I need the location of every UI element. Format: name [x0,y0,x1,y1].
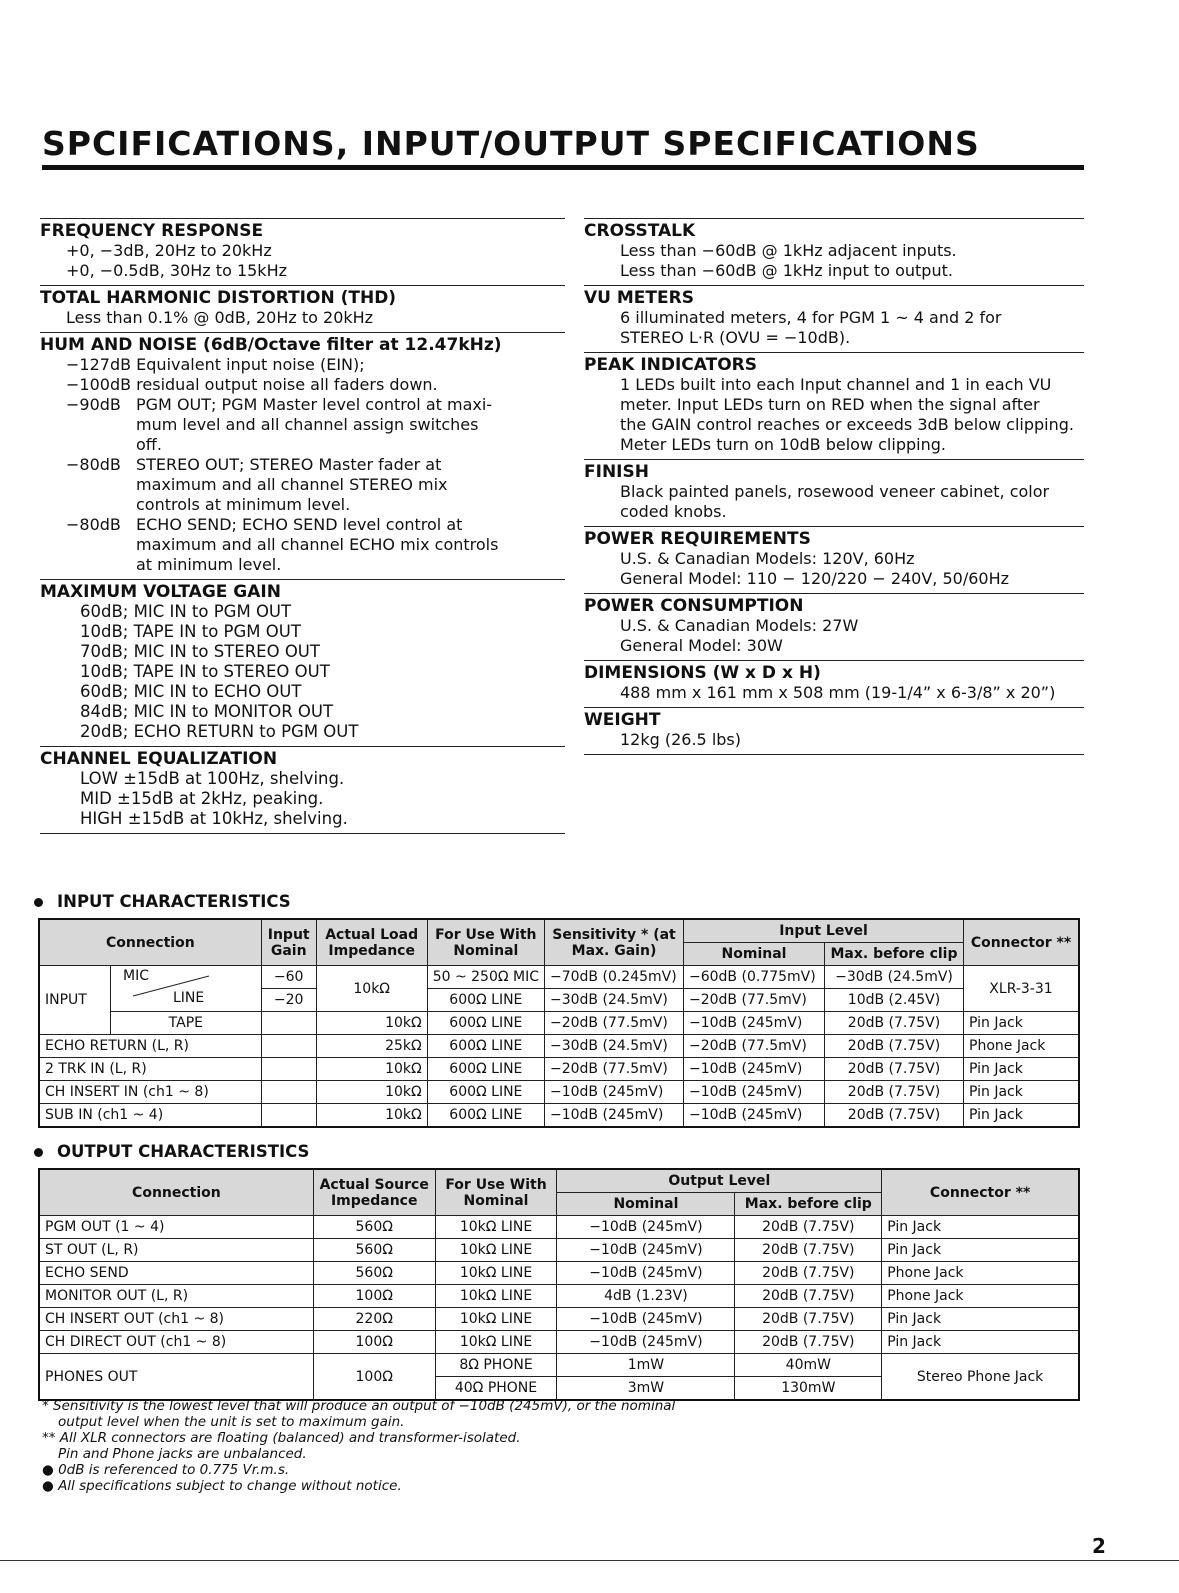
spec-channel-eq [40,746,565,834]
cell: 600Ω LINE [427,1081,544,1104]
cell: −30dB (24.5mV) [545,989,684,1012]
spec-heading: FREQUENCY RESPONSE [40,221,264,241]
spec-line: 60dB; MIC IN to ECHO OUT [80,682,302,701]
cell: 3mW [557,1377,735,1401]
mic-line-cell [111,966,262,1012]
section-title: INPUT CHARACTERISTICS [57,892,291,911]
spec-line: U.S. & Canadian Models: 120V, 60Hz [620,549,915,568]
spec-vu-meters [584,285,1084,352]
cell: 10kΩ LINE [435,1308,557,1331]
cell: 20dB (7.75V) [825,1035,964,1058]
spec-line: Black painted panels, rosewood veneer cabinet, color [620,482,1050,501]
cell: 20dB (7.75V) [735,1216,882,1239]
spec-line: 488 mm x 161 mm x 508 mm (19-1/4” x 6-3/8” x 20”) [620,683,1056,702]
spec-line: 70dB; MIC IN to STEREO OUT [80,642,320,661]
output-characteristics-heading [34,1142,309,1162]
spec-heading: VU METERS [584,288,694,308]
input-group-label: INPUT [39,966,111,1035]
cell: 100Ω [313,1354,435,1401]
col-header-connector: Connector ** [882,1169,1079,1216]
spec-crosstalk [584,218,1084,285]
cell: −10dB (245mV) [557,1262,735,1285]
cell: 8Ω PHONE [435,1354,557,1377]
col-header-connection: Connection [39,1169,313,1216]
table-row [39,1058,1079,1081]
cell: CH INSERT OUT (ch1 ~ 8) [39,1308,313,1331]
diagonal-divider-icon [131,974,211,998]
cell: −10dB (245mV) [684,1081,825,1104]
spec-heading: CHANNEL EQUALIZATION [40,749,278,769]
spec-heading: DIMENSIONS (W x D x H) [584,663,821,683]
spec-line: 84dB; MIC IN to MONITOR OUT [80,702,334,721]
cell: −60 [261,966,316,989]
cell: −10dB (245mV) [557,1308,735,1331]
bottom-rule [0,1560,1179,1561]
cell: 600Ω LINE [427,1104,544,1128]
spec-line: LOW ±15dB at 100Hz, shelving. [80,769,345,788]
col-header-for-use-with: For Use With Nominal [427,919,544,966]
spec-hum-noise [40,332,565,579]
cell: 4dB (1.23V) [557,1285,735,1308]
cell [261,1035,316,1058]
col-header-output-level: Output Level [557,1169,882,1193]
cell: −30dB (24.5mV) [545,1035,684,1058]
cell: −10dB (245mV) [557,1239,735,1262]
cell: −20dB (77.5mV) [684,989,825,1012]
cell: CH INSERT IN (ch1 ~ 8) [39,1081,261,1104]
spec-line: Less than 0.1% @ 0dB, 20Hz to 20kHz [66,308,374,327]
page-title: SPCIFICATIONS, INPUT/OUTPUT SPECIFICATIONS [42,124,1084,170]
noise-desc: STEREO OUT; STEREO Master fader at maximum and all channel STEREO mix controls at minimum level. [136,455,448,514]
cell: 560Ω [313,1262,435,1285]
cell: 20dB (7.75V) [825,1012,964,1035]
table-row [39,1216,1079,1239]
col-header-connector: Connector ** [964,919,1080,966]
cell: 40mW [735,1354,882,1377]
cell: 130mW [735,1377,882,1401]
table-row [39,1262,1079,1285]
table-row [39,1104,1079,1128]
cell: −10dB (245mV) [684,1058,825,1081]
spec-line: 1 LEDs built into each Input channel and 1 in each VU [620,375,1052,394]
cell: 220Ω [313,1308,435,1331]
footnote: output level when the unit is set to maximum gain. [58,1414,405,1430]
cell: 100Ω [313,1285,435,1308]
spec-heading: POWER REQUIREMENTS [584,529,811,549]
cell: 10kΩ LINE [435,1285,557,1308]
footnotes [42,1398,675,1494]
cell: −10dB (245mV) [557,1216,735,1239]
table-row [39,1331,1079,1354]
spec-line: meter. Input LEDs turn on RED when the signal after [620,395,1040,414]
spec-peak-indicators [584,352,1084,459]
spec-heading: TOTAL HARMONIC DISTORTION (THD) [40,288,397,308]
cell: 20dB (7.75V) [735,1308,882,1331]
noise-level: −80dB [66,515,121,534]
cell: −10dB (245mV) [557,1331,735,1354]
cell: Phone Jack [882,1262,1079,1285]
footnote: * Sensitivity is the lowest level that will produce an output of −10dB (245mV), or the nominal [42,1398,676,1414]
spec-finish [584,459,1084,526]
spec-power-consumption [584,593,1084,660]
cell: Pin Jack [964,1012,1080,1035]
bullet-icon [34,1148,43,1157]
cell: −20dB (77.5mV) [684,1035,825,1058]
spec-frequency-response [40,218,565,285]
table-row [39,1035,1079,1058]
cell: 40Ω PHONE [435,1377,557,1401]
col-header-load-impedance: Actual Load Impedance [316,919,427,966]
footnote: ● 0dB is referenced to 0.775 Vr.m.s. [42,1462,290,1478]
cell: 10kΩ [316,1081,427,1104]
input-characteristics-table [38,918,1080,1128]
cell: ST OUT (L, R) [39,1239,313,1262]
cell: SUB IN (ch1 ~ 4) [39,1104,261,1128]
spec-line: 12kg (26.5 lbs) [620,730,741,749]
output-characteristics-table [38,1168,1080,1401]
cell: −10dB (245mV) [684,1104,825,1128]
spec-dimensions [584,660,1084,707]
cell: 10kΩ [316,1058,427,1081]
cell: Phone Jack [964,1035,1080,1058]
table-row [39,1012,1079,1035]
spec-line: 10dB; TAPE IN to PGM OUT [80,622,301,641]
cell: 10kΩ [316,966,427,1012]
cell: −70dB (0.245mV) [545,966,684,989]
noise-desc: PGM OUT; PGM Master level control at maxi-mum level and all channel assign switches off. [136,395,493,454]
col-header-nominal: Nominal [557,1193,735,1216]
cell: 560Ω [313,1216,435,1239]
cell: 10kΩ LINE [435,1239,557,1262]
spec-line: U.S. & Canadian Models: 27W [620,616,859,635]
spec-line: HIGH ±15dB at 10kHz, shelving. [80,809,348,828]
cell [261,1081,316,1104]
col-header-nominal: Nominal [684,943,825,966]
cell: Pin Jack [964,1104,1080,1128]
cell: 20dB (7.75V) [735,1239,882,1262]
bullet-icon [34,898,43,907]
table-row [39,1354,1079,1377]
cell: Pin Jack [882,1331,1079,1354]
cell: XLR-3-31 [964,966,1080,1012]
cell: 600Ω LINE [427,989,544,1012]
input-characteristics-heading [34,892,291,912]
line-label: LINE [173,990,205,1006]
cell: 10kΩ [316,1104,427,1128]
cell: −20 [261,989,316,1012]
cell: 25kΩ [316,1035,427,1058]
cell: 2 TRK IN (L, R) [39,1058,261,1081]
cell: Pin Jack [882,1308,1079,1331]
spec-thd [40,285,565,332]
footnote: Pin and Phone jacks are unbalanced. [58,1446,307,1462]
cell: 1mW [557,1354,735,1377]
cell: 560Ω [313,1239,435,1262]
spec-line: +0, −3dB, 20Hz to 20kHz [66,241,272,260]
cell: 20dB (7.75V) [825,1081,964,1104]
spec-line: +0, −0.5dB, 30Hz to 15kHz [66,261,287,280]
spec-line: 20dB; ECHO RETURN to PGM OUT [80,722,359,741]
spec-heading: MAXIMUM VOLTAGE GAIN [40,582,281,602]
spec-power-requirements [584,526,1084,593]
cell: 10dB (2.45V) [825,989,964,1012]
spec-line: coded knobs. [620,502,727,521]
cell: PHONES OUT [39,1354,313,1401]
cell: 20dB (7.75V) [735,1331,882,1354]
cell: 20dB (7.75V) [735,1262,882,1285]
noise-item [66,395,565,455]
spec-heading: WEIGHT [584,710,661,730]
cell: −20dB (77.5mV) [545,1012,684,1035]
section-title: OUTPUT CHARACTERISTICS [57,1142,310,1161]
spec-line: General Model: 110 − 120/220 − 240V, 50/60Hz [620,569,1010,588]
spec-line: Less than −60dB @ 1kHz adjacent inputs. [620,241,957,260]
col-header-max-before-clip: Max. before clip [825,943,964,966]
cell: Pin Jack [964,1081,1080,1104]
cell: −10dB (245mV) [545,1104,684,1128]
table-row [39,966,1079,989]
spec-heading: POWER CONSUMPTION [584,596,804,616]
cell: PGM OUT (1 ~ 4) [39,1216,313,1239]
spec-heading: CROSSTALK [584,221,696,241]
cell: 50 ~ 250Ω MIC [427,966,544,989]
spec-line: −100dB residual output noise all faders down. [66,375,438,394]
cell: CH DIRECT OUT (ch1 ~ 8) [39,1331,313,1354]
cell [261,1104,316,1128]
cell: ECHO SEND [39,1262,313,1285]
spec-max-voltage-gain [40,579,565,746]
cell: 20dB (7.75V) [735,1285,882,1308]
col-header-for-use-with: For Use With Nominal [435,1169,557,1216]
cell [261,1012,316,1035]
cell: 600Ω LINE [427,1058,544,1081]
cell: −60dB (0.775mV) [684,966,825,989]
spec-line: the GAIN control reaches or exceeds 3dB below clipping. [620,415,1074,434]
spec-line: 6 illuminated meters, 4 for PGM 1 ~ 4 and 2 for [620,308,1002,327]
noise-item [66,455,565,515]
cell: 20dB (7.75V) [825,1058,964,1081]
table-row [39,1239,1079,1262]
spec-heading: FINISH [584,462,649,482]
spec-line: −127dB Equivalent input noise (EIN); [66,355,365,374]
cell: MONITOR OUT (L, R) [39,1285,313,1308]
footnote: ** All XLR connectors are floating (balanced) and transformer-isolated. [42,1430,521,1446]
cell: −10dB (245mV) [545,1081,684,1104]
cell: 10kΩ LINE [435,1216,557,1239]
cell: −20dB (77.5mV) [545,1058,684,1081]
cell: Pin Jack [964,1058,1080,1081]
cell: Pin Jack [882,1239,1079,1262]
cell: 10kΩ LINE [435,1262,557,1285]
spec-line: Meter LEDs turn on 10dB below clipping. [620,435,946,454]
cell: Phone Jack [882,1285,1079,1308]
table-row [39,1285,1079,1308]
cell: 10kΩ [316,1012,427,1035]
cell: 600Ω LINE [427,1012,544,1035]
spec-heading: HUM AND NOISE (6dB/Octave filter at 12.47kHz) [40,335,502,355]
cell: −30dB (24.5mV) [825,966,964,989]
specs-right-column [584,218,1084,755]
cell: 20dB (7.75V) [825,1104,964,1128]
footnote: ● All specifications subject to change without notice. [42,1478,402,1494]
cell [261,1058,316,1081]
cell: 100Ω [313,1331,435,1354]
spec-weight [584,707,1084,755]
mic-label: MIC [123,968,149,984]
table-row [39,1081,1079,1104]
cell: −10dB (245mV) [684,1012,825,1035]
col-header-max-before-clip: Max. before clip [735,1193,882,1216]
cell: Stereo Phone Jack [882,1354,1079,1401]
spec-line: Less than −60dB @ 1kHz input to output. [620,261,953,280]
cell: Pin Jack [882,1216,1079,1239]
cell: 10kΩ LINE [435,1331,557,1354]
cell: ECHO RETURN (L, R) [39,1035,261,1058]
noise-item [66,515,565,575]
spec-line: MID ±15dB at 2kHz, peaking. [80,789,324,808]
specs-left-column [40,218,565,834]
page-number: 2 [1092,1534,1106,1558]
col-header-source-impedance: Actual Source Impedance [313,1169,435,1216]
spec-heading: PEAK INDICATORS [584,355,758,375]
col-header-sensitivity: Sensitivity * (at Max. Gain) [545,919,684,966]
spec-line: General Model: 30W [620,636,783,655]
col-header-connection: Connection [39,919,261,966]
spec-line: STEREO L·R (OVU = −10dB). [620,328,851,347]
noise-desc: ECHO SEND; ECHO SEND level control at maximum and all channel ECHO mix controls at minimum level. [136,515,499,574]
noise-level: −80dB [66,455,121,474]
tape-label: TAPE [111,1012,262,1035]
spec-line: 60dB; MIC IN to PGM OUT [80,602,292,621]
col-header-input-level: Input Level [684,919,964,943]
noise-level: −90dB [66,395,121,414]
table-row [39,1308,1079,1331]
cell: 600Ω LINE [427,1035,544,1058]
spec-line: 10dB; TAPE IN to STEREO OUT [80,662,330,681]
col-header-input-gain: Input Gain [261,919,316,966]
